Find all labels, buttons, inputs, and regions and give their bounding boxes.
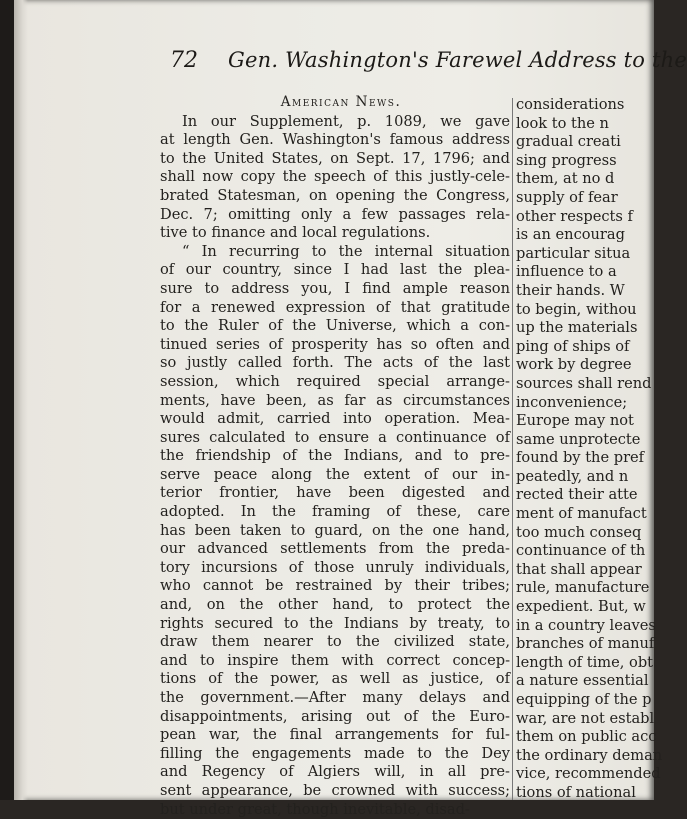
binding-shadow [0, 0, 14, 800]
article-line: filling the engagements made to the Dey [160, 744, 510, 762]
article-line: tory incursions of those unruly individuals, [160, 558, 510, 576]
article-line: session, which required special arrange- [160, 372, 510, 390]
article-line: tions of national [516, 783, 636, 801]
article-line: look to the n [516, 114, 609, 132]
page-spine [14, 0, 28, 800]
article-line: and Regency of Algiers will, in all pre- [160, 763, 510, 781]
article-line: and to inspire them with correct concep- [160, 651, 510, 669]
article-line: is an encourag [516, 226, 625, 244]
page-number: 72 [170, 48, 198, 73]
article-line: sure to address you, I find ample reason [160, 279, 510, 297]
running-head: Gen. Washington's Farewel Address to the [228, 48, 687, 72]
article-line: them, at no d [516, 170, 615, 188]
article-line: length of time, obt [516, 653, 654, 671]
article-line: too much conseq [516, 523, 642, 541]
article-line: “ In recurring to the internal situation [182, 242, 510, 260]
article-line: who cannot be restrained by their tribes; [160, 577, 510, 595]
article-line: the friendship of the Indians, and to pre- [160, 447, 510, 465]
article-line: shall now copy the speech of this justly-cele- [160, 168, 510, 186]
article-line: of our country, since I had last the plea- [160, 261, 510, 279]
article-line: them on public acc [516, 728, 657, 746]
article-line: to begin, withou [516, 300, 637, 318]
article-line: terior frontier, have been digested and [160, 484, 510, 502]
article-line: for a renewed expression of that gratitude [160, 298, 510, 316]
article-line: tive to finance and local regulations. [160, 224, 431, 242]
article-line: at length Gen. Washington's famous address [160, 131, 510, 149]
article-column-right [516, 96, 663, 803]
article-line: brated Statesman, on opening the Congress, [160, 186, 510, 204]
article-line: the ordinary deman [516, 746, 663, 764]
article-line: continuance of th [516, 542, 646, 560]
article-line: considerations [516, 96, 625, 113]
article-line: up the materials [516, 319, 638, 337]
article-line: Dec. 7; omitting only a few passages rela- [160, 205, 510, 223]
article-line: draw them nearer to the civilized state, [160, 633, 510, 651]
article-line: the government.—After many delays and [160, 689, 510, 706]
article-line: adopted. In the framing of these, care [160, 503, 510, 521]
article-line: war, are not establ [516, 709, 655, 727]
article-line: found by the pref [516, 449, 645, 467]
article-line: sures calculated to ensure a continuance of [160, 428, 510, 446]
article-line: particular situa [516, 244, 631, 262]
article-line: to the United States, on Sept. 17, 1796; and [160, 149, 510, 167]
article-line: but under great, though inevitable, disad- [160, 800, 470, 818]
article-line: would admit, carried into operation. Mea- [160, 410, 510, 428]
article-line: their hands. W [516, 281, 625, 299]
article-line: sources shall rend [516, 374, 652, 392]
article-line: vice, recommended [516, 765, 661, 783]
article-line: work by degree [516, 356, 632, 374]
article-line: other respects f [516, 207, 633, 225]
article-line: in a country leaves [516, 616, 656, 634]
article-line: sing progress [516, 151, 617, 169]
article-line: ping of ships of [516, 337, 630, 355]
article-line: ment of manufact [516, 505, 647, 523]
article-line: rights secured to the Indians by treaty, to [160, 614, 510, 632]
article-line: that shall appear [516, 560, 642, 578]
article-line: supply of fear [516, 188, 618, 206]
article-line: same unprotecte [516, 430, 641, 448]
article-line: influence to a [516, 263, 617, 281]
article-line: sent appearance, be crowned with success; [160, 781, 510, 799]
article-line: rected their atte [516, 486, 638, 504]
section-title: American News. [280, 94, 402, 110]
article-body [160, 113, 510, 819]
article-line: branches of manuf [516, 635, 655, 653]
article-line: tions of the power, as well as justice, of [160, 670, 510, 688]
article-line: has been taken to guard, on the one hand, [160, 521, 510, 539]
article-line: disappointments, arising out of the Euro- [160, 707, 510, 725]
article-line: peatedly, and n [516, 467, 629, 485]
article-line: Europe may not [516, 412, 634, 430]
article-line: In our Supplement, p. 1089, we gave [182, 112, 510, 130]
article-line: a nature essential [516, 672, 649, 690]
article-body-continued [516, 96, 663, 803]
article-line: to the Ruler of the Universe, which a con- [160, 317, 510, 335]
article-line: and, on the other hand, to protect the [160, 596, 510, 614]
article-line: inconvenience; [516, 393, 628, 411]
article-line: rule, manufacture [516, 579, 650, 597]
article-line: gradual creati [516, 133, 621, 151]
article-column-left [160, 93, 510, 819]
article-line: so justly called forth. The acts of the last [160, 354, 510, 372]
article-line: tinued series of prosperity has so often and [160, 335, 510, 353]
article-line: serve peace along the extent of our in- [160, 465, 510, 483]
article-line: ments, have been, as far as circumstances [160, 391, 510, 409]
article-line: equipping of the p [516, 691, 652, 708]
article-line: pean war, the final arrangements for ful- [160, 726, 510, 744]
article-line: our advanced settlements from the preda- [160, 540, 510, 558]
column-divider [512, 98, 513, 800]
article-line: expedient. But, w [516, 598, 646, 616]
